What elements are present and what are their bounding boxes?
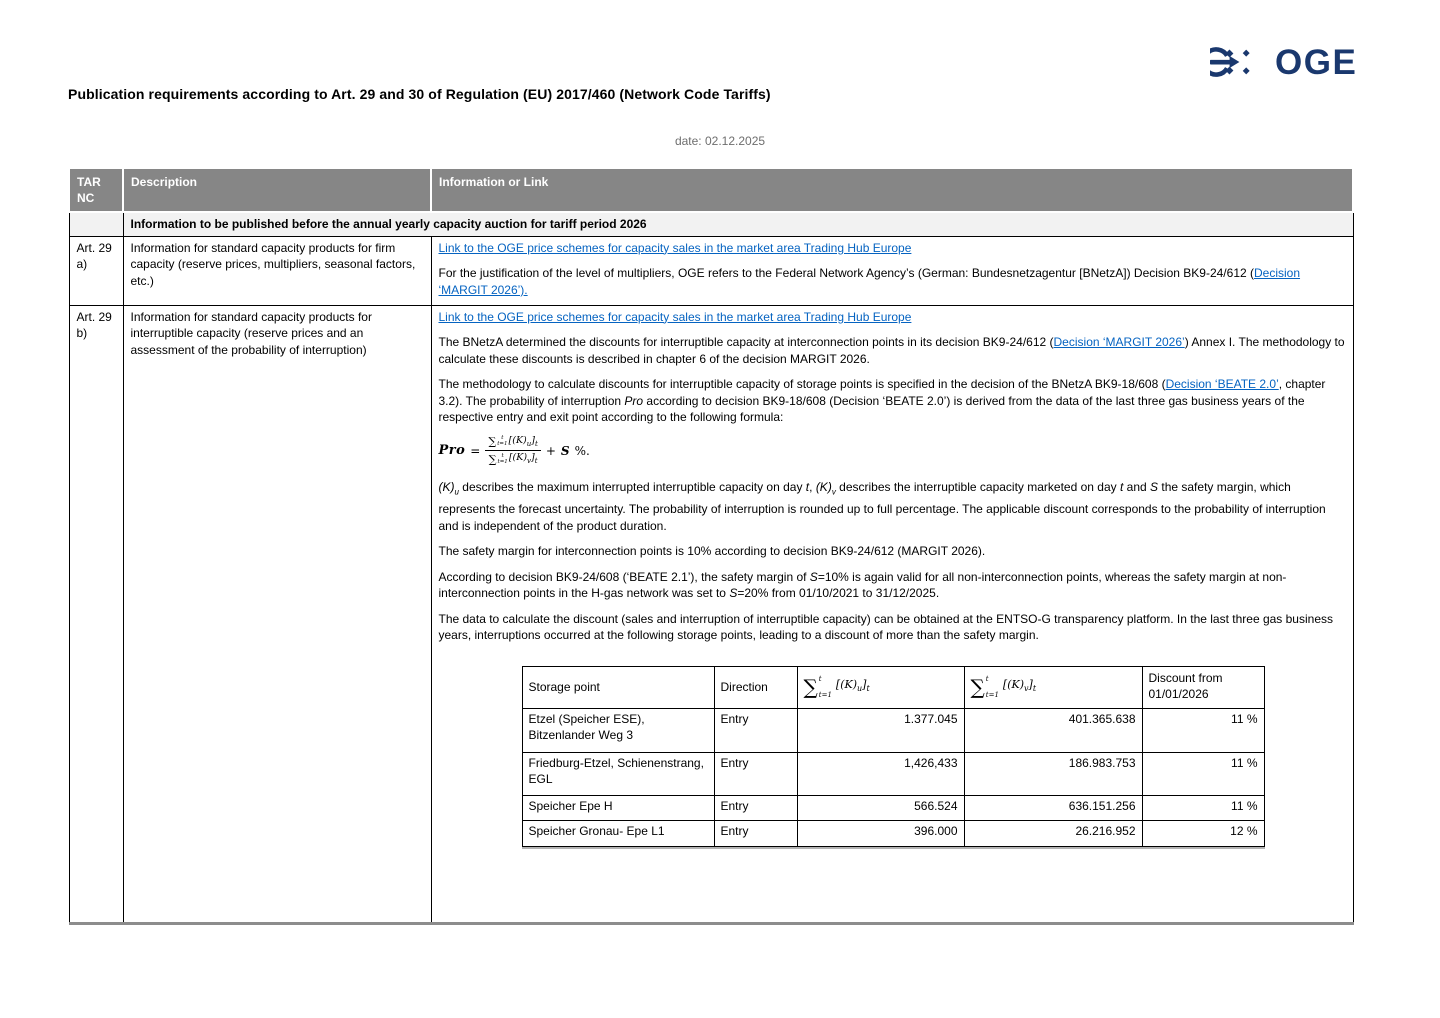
oge-logo [1210, 36, 1357, 88]
price-schemes-paragraph [439, 240, 1346, 257]
section-header: Information to be published before the annual yearly capacity auction for tariff period 2026 [123, 212, 1353, 236]
section-header-row [69, 212, 1353, 236]
text-segment: The methodology to calculate discounts for interruptible capacity of storage points is specified in the decision of the BNetzA BK9-18/608 ( [438, 377, 1166, 391]
sum-v-cell: 401.365.638 [964, 708, 1142, 752]
discount-cell: 11 % [1142, 795, 1264, 820]
s-italic: S [1150, 480, 1159, 495]
sum-u-cell: 1,426,433 [797, 752, 964, 795]
discount-cell: 11 % [1142, 708, 1264, 752]
direction-cell: Entry [714, 708, 797, 752]
s-italic: S [729, 586, 738, 601]
col-header-sum-v: ∑ t t=1 $[(K)_v]_t$ [964, 666, 1142, 708]
page-title: Publication requirements according to Art. 29 and 30 of Regulation (EU) 2017/460 (Network Code Tariffs) [68, 86, 771, 102]
table-row [69, 305, 1353, 923]
sum-v-cell: 636.151.256 [964, 795, 1142, 820]
kv-italic: $(K)_v$ [815, 480, 836, 497]
price-schemes-link[interactable]: Link to the OGE price schemes for capacity sales in the market area Trading Hub Europe [438, 309, 912, 324]
sum-symbol: ∑ [488, 453, 497, 467]
sum-limits: t t=1 [497, 435, 508, 447]
sum-limits: t t=1 [985, 674, 999, 699]
storage-point-cell: Speicher Epe H [522, 795, 714, 820]
margit-decision-link[interactable]: Decision ‘MARGIT 2026’ [1053, 335, 1185, 349]
beate21-paragraph [439, 569, 1346, 602]
formula-lhs: Pro [438, 442, 466, 458]
table-row [522, 795, 1264, 820]
sum-symbol: ∑ [803, 675, 818, 700]
sum-v-cell: 26.216.952 [964, 820, 1142, 846]
text-segment: , chapter 3.2). The probability of interruption [438, 377, 1326, 408]
direction-cell: Entry [714, 820, 797, 846]
storage-point-cell: Etzel (Speicher ESE), Bitzenlander Weg 3 [522, 708, 714, 752]
price-schemes-link[interactable]: Link to the OGE price schemes for capacity sales in the market area Trading Hub Europe [438, 240, 912, 255]
storage-point-cell: Speicher Gronau- Epe L1 [522, 820, 714, 846]
col-header-tarnc: TAR NC [69, 168, 123, 212]
beate-decision-link[interactable]: Decision ‘BEATE 2.0’ [1165, 377, 1279, 391]
formula-percent: %. [574, 443, 590, 458]
sum-limits: t t=1 [497, 453, 508, 465]
article-label-29b: Art. 29 b) [69, 305, 123, 923]
sum-u-cell: 396.000 [797, 820, 964, 846]
formula-equals: = [470, 443, 481, 458]
t-italic: t [805, 480, 810, 495]
variables-paragraph [439, 479, 1346, 534]
publication-table [68, 167, 1354, 925]
col-header-sum-u: ∑ t t=1 $[(K)_u]_t$ [797, 666, 964, 708]
description-29a: Information for standard capacity products for firm capacity (reserve prices, multipliers, seasonal factors, etc.) [123, 236, 431, 305]
formula-denominator [485, 451, 540, 467]
date-label: date: 02.12.2025 [674, 134, 766, 148]
text-segment: and [1123, 480, 1151, 495]
text-segment: , [809, 480, 816, 495]
price-schemes-paragraph [439, 309, 1346, 326]
text-segment: For the justification of the level of multipliers, OGE refers to the Federal Network Agency’s (German: Bundesnetzagentur [BNetzA]) Decision BK9-24/612 ( [438, 266, 1254, 280]
col-header-info: Information or Link [431, 168, 1353, 212]
numerator-body: $[(K)_u]_t$ [508, 434, 538, 448]
info-cell-29a [431, 236, 1353, 305]
table-row [522, 752, 1264, 795]
table-row [69, 236, 1353, 305]
inner-header-row [522, 666, 1264, 708]
margit-decision-link[interactable]: Decision ‘MARGIT 2026’). [438, 266, 1301, 297]
formula-plus: + [545, 443, 556, 458]
discount-cell: 12 % [1142, 820, 1264, 846]
col-header-direction: Direction [714, 666, 797, 708]
col-header-discount: Discount from 01/01/2026 [1142, 666, 1264, 708]
storage-discount-table [522, 666, 1265, 847]
sum-limits: t t=1 [818, 674, 832, 699]
storage-point-cell: Friedburg-Etzel, Schienenstrang, EGL [522, 752, 714, 795]
s-italic: S [809, 569, 818, 584]
text-segment: describes the maximum interrupted interruptible capacity on day [458, 480, 806, 495]
article-label-29a: Art. 29 a) [69, 236, 123, 305]
text-segment: according to decision BK9-18/608 (Decision ‘BEATE 2.0’) is derived from the data of the last three gas business years of the respective entry and exit point according to the following formula: [438, 393, 1305, 424]
table-row [522, 820, 1264, 846]
section-header-empty-cell [69, 212, 123, 236]
formula-numerator [485, 435, 540, 452]
formula-s: S [560, 443, 570, 458]
sum-symbol: ∑ [970, 675, 985, 700]
text-segment: According to decision BK9-24/608 (‘BEATE 2.1’), the safety margin of [438, 569, 810, 584]
sum-u-cell: 566.524 [797, 795, 964, 820]
sum-symbol: ∑ [488, 435, 497, 449]
direction-cell: Entry [714, 752, 797, 795]
text-segment: =10% is again valid for all non-interconnection points, whereas the safety margin at non-interconnection points in the H-gas network was set to [438, 569, 1287, 601]
table-row [522, 708, 1264, 752]
entsog-paragraph: The data to calculate the discount (sales and interruption of interruptible capacity) can be obtained at the ENTSO-G transparency platform. In the last three gas business years, interruptions occurred at the following storage points, leading to a discount of more than the safety margin. [438, 611, 1333, 643]
ku-italic: $(K)_u$ [438, 480, 459, 497]
oge-logo-icon [1210, 36, 1266, 88]
justification-paragraph [439, 265, 1346, 298]
oge-logo-text: OGE [1275, 42, 1358, 82]
description-29b: Information for standard capacity products for interruptible capacity (reserve prices and an assessment of the probability of interruption) [123, 305, 431, 923]
safety-margin-paragraph: The safety margin for interconnection points is 10% according to decision BK9-24/612 (MARGIT 2026). [438, 544, 986, 559]
direction-cell: Entry [714, 795, 797, 820]
text-segment: describes the interruptible capacity marketed on day [835, 480, 1120, 495]
text-segment: =20% from 01/10/2021 to 31/12/2025. [737, 586, 940, 601]
denominator-body: $[(K)_v]_t$ [508, 452, 538, 466]
table-header-row [69, 168, 1353, 212]
formula-fraction [485, 435, 540, 468]
sum-u-cell: 1.377.045 [797, 708, 964, 752]
t-italic: t [1119, 480, 1124, 495]
info-cell-29b [431, 305, 1353, 923]
discount-cell: 11 % [1142, 752, 1264, 795]
probability-formula [439, 435, 1346, 468]
margit-discounts-paragraph [439, 334, 1346, 367]
text-segment: ) Annex I. The methodology to calculate these discounts is described in chapter 6 of the decision MARGIT 2026. [438, 335, 1345, 366]
sum-v-cell: 186.983.753 [964, 752, 1142, 795]
col-header-description: Description [123, 168, 431, 212]
text-segment: The BNetzA determined the discounts for interruptible capacity at interconnection points in its decision BK9-24/612 ( [438, 335, 1054, 349]
text-segment: the safety margin, which represents the forecast uncertainty. The probability of interruption is rounded up to full percentage. The applicable discount corresponds to the probability of interruption and is independent of the product duration. [438, 480, 1326, 533]
pro-italic: Pro [624, 393, 644, 408]
beate-methodology-paragraph [439, 376, 1346, 426]
col-header-storage-point: Storage point [522, 666, 714, 708]
